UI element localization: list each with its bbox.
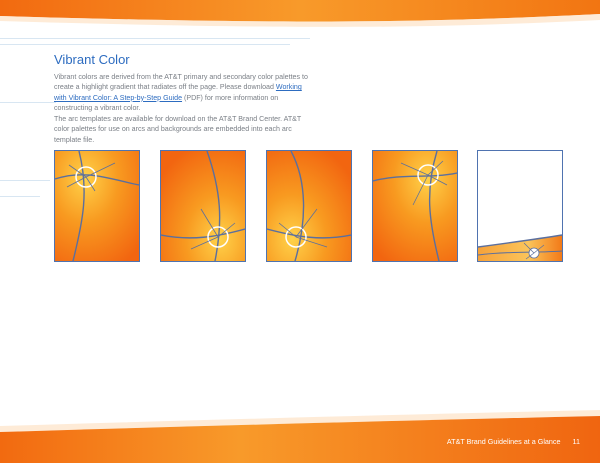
intro-text: Vibrant colors are derived from the AT&T primary and secondary color palettes to create a highlight gradient that radiates off the page. Please download — [54, 73, 308, 92]
ghost-line — [0, 38, 310, 39]
ghost-line — [0, 180, 50, 181]
arc-template-3 — [266, 150, 352, 262]
ghost-line — [0, 44, 290, 45]
arc-template-1 — [54, 150, 140, 262]
ghost-line — [0, 196, 40, 197]
top-orange-band — [0, 0, 600, 48]
page-title: Vibrant Color — [54, 52, 130, 67]
arc-template-2 — [160, 150, 246, 262]
ghost-line — [0, 102, 56, 103]
page-number: 11 — [572, 437, 580, 446]
footer-label: AT&T Brand Guidelines at a Glance — [446, 437, 561, 446]
page-footer — [447, 437, 580, 446]
arc-template-4 — [372, 150, 458, 262]
arc-template-5 — [477, 150, 563, 262]
step-by-step-guide-link[interactable]: Working with Vibrant Color: A Step-by-Step Guide — [54, 83, 302, 102]
intro-text-end: (PDF) for more information on constructing a vibrant color. — [54, 93, 279, 113]
intro-paragraph — [54, 72, 316, 114]
templates-paragraph: The arc templates are available for download on the AT&T Brand Center. AT&T color palettes for use on arcs and backgrounds are embedded into each arc template file. — [54, 115, 302, 144]
